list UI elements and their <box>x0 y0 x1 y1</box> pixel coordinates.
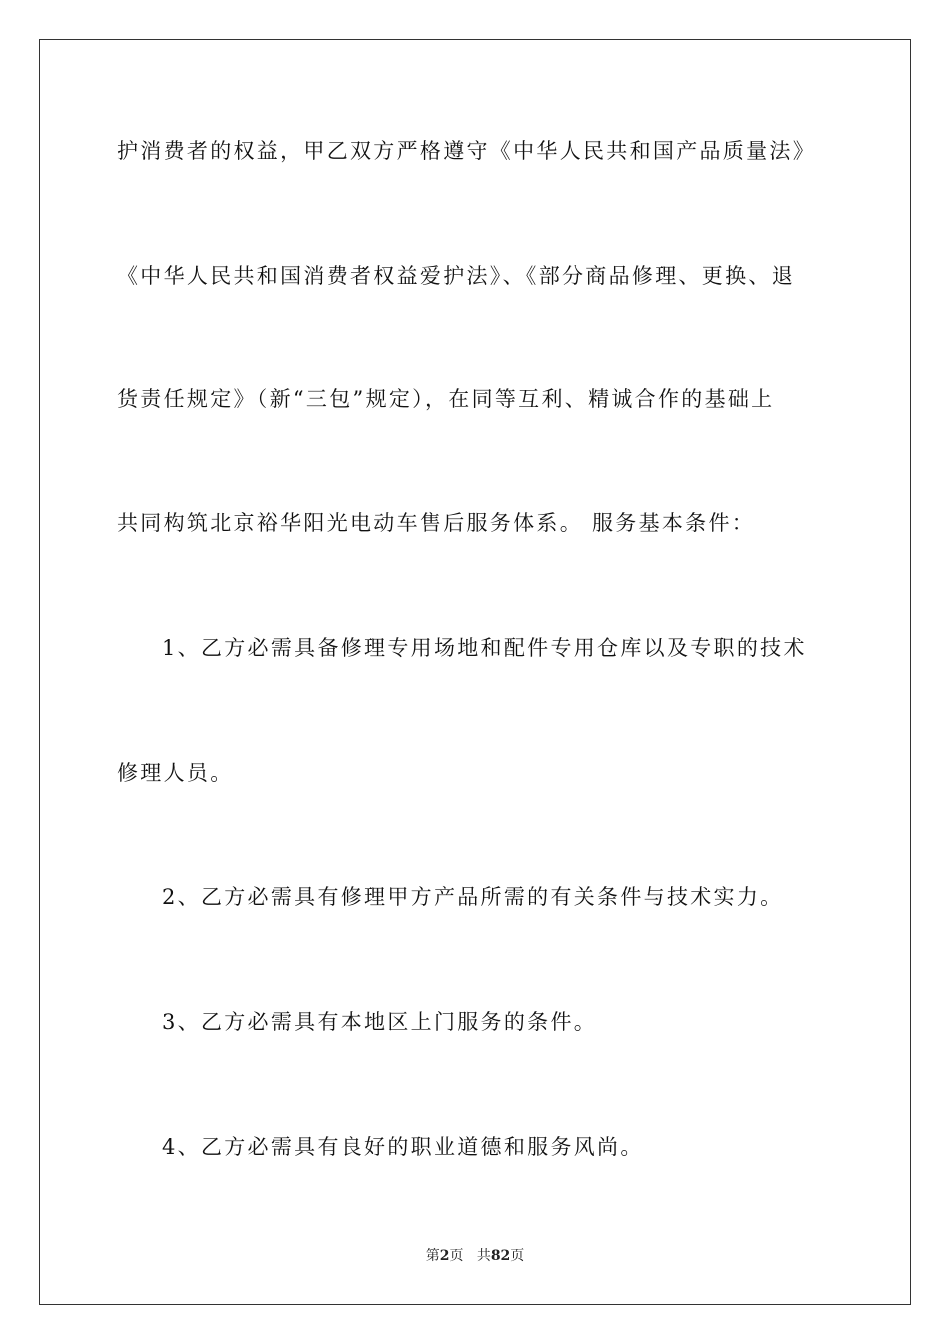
footer-total-suffix: 页 <box>510 1248 525 1264</box>
body-line-1: 护消费者的权益，甲乙双方严格遵守《中华人民共和国产品质量法》 <box>117 139 816 163</box>
body-line-4: 共同构筑北京裕华阳光电动车售后服务体系。 服务基本条件： <box>117 511 756 535</box>
footer-total-pages: 82 <box>490 1248 511 1264</box>
footer-page-prefix: 第 <box>425 1248 440 1264</box>
footer-page-number: 2 <box>439 1248 450 1264</box>
footer-total-prefix: 共 <box>476 1248 491 1264</box>
body-line-3: 货责任规定》（新“三包”规定），在同等互利、精诚合作的基础上 <box>117 387 775 411</box>
list-item-1-line-1: 1、乙方必需具备修理专用场地和配件专用仓库以及专职的技术 <box>162 636 807 660</box>
list-item-4: 4、乙方必需具有良好的职业道德和服务风尚。 <box>162 1135 644 1159</box>
body-line-2: 《中华人民共和国消费者权益爱护法》、《部分商品修理、更换、退 <box>117 264 795 288</box>
list-item-1-line-2: 修理人员。 <box>117 761 234 785</box>
list-item-2: 2、乙方必需具有修理甲方产品所需的有关条件与技术实力。 <box>162 885 784 909</box>
footer-page-suffix: 页 <box>449 1248 464 1264</box>
list-item-3: 3、乙方必需具有本地区上门服务的条件。 <box>162 1010 598 1034</box>
page-footer <box>0 1246 950 1266</box>
page-border <box>39 39 911 1305</box>
